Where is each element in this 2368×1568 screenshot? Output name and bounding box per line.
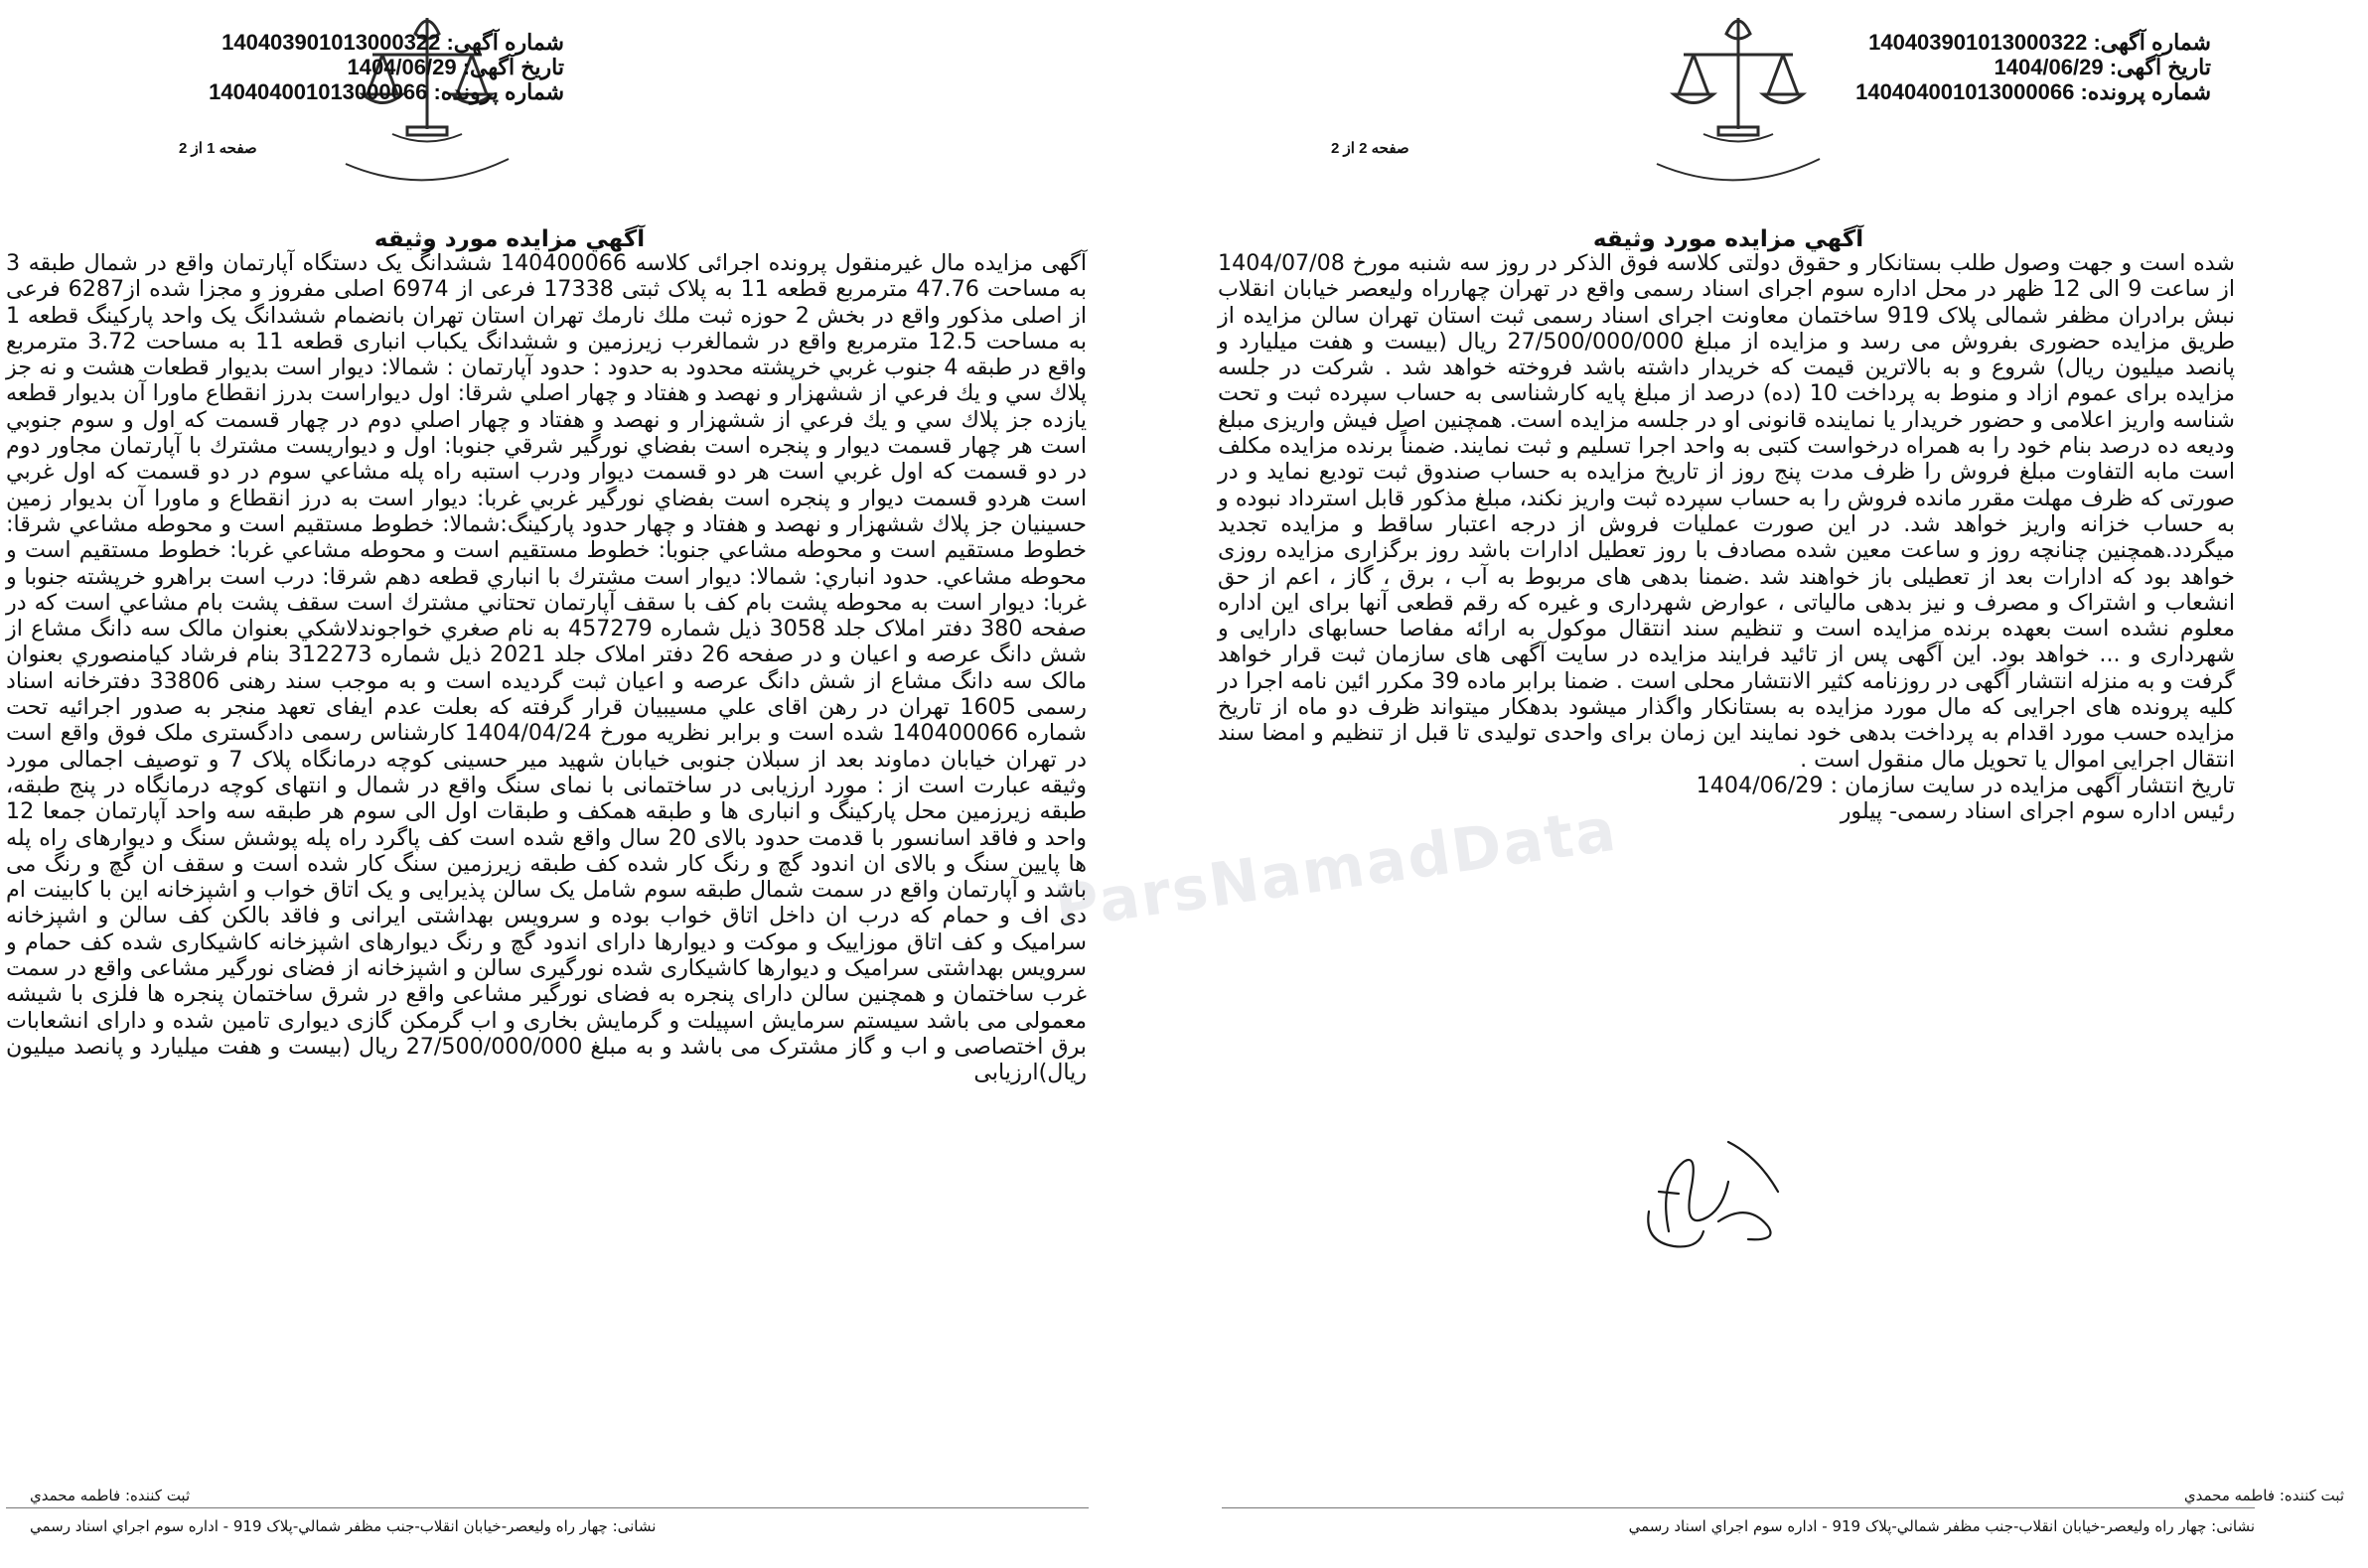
address-text: چهار راه وليعصر-خيابان انقلاب-جنب مظفر شمالي-پلاک 919 - اداره سوم اجراي اسناد رسمي [30, 1517, 608, 1535]
ad-date-label: تاریخ آگهی: [2109, 55, 2211, 79]
ad-date: 1404/06/29 [1994, 55, 2104, 79]
ad-date-row [1834, 55, 2211, 79]
ad-meta [1834, 30, 2211, 104]
ad-date: 1404/06/29 [347, 55, 457, 79]
address-text: چهار راه وليعصر-خيابان انقلاب-جنب مظفر شمالي-پلاک 919 - اداره سوم اجراي اسناد رسمي [1628, 1517, 2207, 1535]
publish-date-line: تاریخ انتشار آگهی مزایده در سایت سازمان : 1404/06/29 [1696, 772, 2235, 798]
ad-date-label: تاریخ آگهی: [462, 55, 564, 79]
file-number-label: شماره پرونده: [433, 79, 564, 104]
page-title: آگهي مزايده مورد وثيقه [1592, 226, 1864, 252]
page-indicator: صفحه 2 از 2 [1331, 140, 1409, 157]
address [1222, 1517, 2255, 1535]
footer-divider [1222, 1507, 2255, 1508]
registrar-name: فاطمه محمدي [2183, 1487, 2276, 1504]
ad-body-paragraph: شده است و جهت وصول طلب بستانکار و حقوق دولتی کلاسه فوق الذکر در روز سه شنبه مورخ 1404/07/08 از ساعت 9 الی 12 ظهر در محل اداره سوم اجرای اسناد رسمی واقع در تهران چهارراه ولیعصر خیابان انقلاب نبش برادران مظفر شمالی پلاک 919 ساختمان معاونت اجرای اسناد رسمی ثبت استان تهران سالن مزایده از طریق مزایده حضوری بفروش می رسد و مزایده از مبلغ 27/500/000/000 ریال (بیست و هفت میلیارد و پانصد میلیون ریال) شروع و به بالاترین قیمت که خریدار داشته باشد فروخته خواهد شد . شرکت در جلسه مزایده برای عموم ازاد و منوط به پرداخت 10 (ده) درصد از مبلغ پایه کارشناسی به حساب سپرده ثبت و تحت شناسه واریز اعلامی و حضور خریدار یا نماینده قانونی او در جلسه مزایده است. همچنین اصل فیش واریزی مبلغ ودیعه ده درصد بنام خود را به همراه درخواست کتبی به واحد اجرا تسلیم و ثبت نمایند. ضمناً برنده مزایده مکلف است مابه التفاوت مبلغ فروش را ظرف مدت پنج روز از تاریخ مزایده به حساب صندوق ثبت تودیع نماید و در صورتی که ظرف مهلت مقرر مانده فروش را به حساب سپرده ثبت واریز نکند، مبلغ مذکور قابل استرداد نبوده و به حساب خزانه واریز خواهد شد. در این صورت عملیات فروش از درجه اعتبار ساقط و مزایده تجدید میگردد.همچنین چنانچه روز و ساعت معین شده مصادف با روز تعطیل ادارات باشد روز برگزاری مزایده روزی خواهد بود که ادارات بعد از تعطیلی باز خواهند شد .ضمنا بدهی های مربوط به آب ، برق ، گاز ، اعم از حق انشعاب و اشتراک و مصرف و نیز بدهی مالیاتی ، عوارض شهرداری و غیره که رقم قطعی آنها برای این اداره معلوم نشده است بعهده برنده مزایده است و تنظیم سند انتقال موکول به ارائه مفاصا حسابهای دارایی و شهرداری و ... خواهد بود. این آگهی پس از تائید فرایند مزایده در سایت آگهی های سازمان ثبت قرار خواهد گرفت و به منزله انتشار آگهی در روزنامه کثیر الانتشار محلی است . ضمنا برابر ماده 39 مکرر ائین نامه اجرا در کلیه پرونده های اجرایی که مال مورد مزایده به بستانکار واگذار میشود بدهکار میتواند ظرف دو ماه از تاریخ مزایده حسب مورد اقدام به پرداخت بدهی خود نمایند این زمان برای واحدی تولیدی تا قبل از تنظیم و امضا سند انتقال اجرایی اموال یا تحویل مال منقول است . [1218, 250, 2236, 773]
file-number-label: شماره پرونده: [2080, 79, 2211, 104]
ad-body-paragraph: آگهی مزایده مال غیرمنقول پرونده اجرائی کلاسه 140400066 ششدانگ یک دستگاه آپارتمان واقع در شمال طبقه 3 به مساحت 47.76 مترمربع قطعه 11 به پلاک ثبتی 17338 فرعی از 6974 اصلی مفروز و مجزا شده از6287 فرعی از اصلی مذکور واقع در بخش 2 حوزه ثبت ملك نارمك تهران استان تهران بانضمام ششدانگ یک واحد پارکینگ قطعه 1 به مساحت 12.5 مترمربع واقع در شمالغرب زیرزمین و ششدانگ یکباب انباری قطعه 11 به مساحت 3.72 مترمربع واقع در طبقه 4 جنوب غربي خرپشته محدود به حدود : حدود آپارتمان : شمالا: ديوار است بديوار قطعات هشت و نه جز پلاك سي و يك فرعي از ششهزار و نهصد و هفتاد و چهار اصلي شرقا: اول ديواراست بدرز انقطاع ماورا آن بديوار قطعه يازده جز پلاك سي و يك فرعي از ششهزار و نهصد و هفتاد و چهار اصلي دوم در چهار قسمت كه اول و سوم جنوبي است هر چهار قسمت ديوار و پنجره است بفضاي نورگير شرقي جنوبا: اول و ديواريست مشترك با آپارتمان مجاور دوم در دو قسمت كه اول غربي است هر دو قسمت ديوار ودرب استبه راه پله مشاعي سوم در دو قسمت كه اول غربي است هردو قسمت ديوار و پنجره است بفضاي نورگير غربي غربا: ديوار است به درز انقطاع و ماورا آن بديوار زمين حسينيان جز پلاك ششهزار و نهصد و هفتاد و چهار حدود پاركينگ:شمالا: خطوط مستقيم است و محوطه مشاعي شرقا: خطوط مستقيم است و محوطه مشاعي جنوبا: خطوط مستقيم است و محوطه مشاعي غربا: خطوط مستقيم است و محوطه مشاعي. حدود انباري: شمالا: ديوار است مشترك با انباري قطعه دهم شرقا: درب است براهرو خرپشته جنوبا و غربا: ديوار است به محوطه پشت بام كف با سقف آپارتمان تحتاني مشترك است سقف پشت بام مشاعي است كه در صفحه 380 دفتر املاک جلد 3058 ذیل شماره 457279 به نام صغري خواجوندلاشكي بعنوان مالک سه دانگ مشاع از شش دانگ عرصه و اعیان و در صفحه 26 دفتر املاک جلد 2021 ذیل شماره 312273 بنام فرشاد كيامنصوري بعنوان مالک سه دانگ مشاع از شش دانگ عرصه و اعیان ثبت گردیده است و به موجب سند رهنی 33806 دفترخانه اسناد رسمی 1605 تهران در رهن اقای علي مسيبيان قرار گرفته که بعلت عدم ایفای تعهد منجر به صدور اجرائیه تحت شماره 140400066 شده است و برابر نظریه مورخ 1404/04/24 کارشناس رسمی دادگستری ملک فوق واقع است در تهران خیابان دماوند بعد از سبلان جنوبی خیابان شهید میر حسینی کوچه درمانگاه پلاک 7 و توصیف اجمالی مورد وثیقه عبارت است از : مورد ارزیابی در ساختمانی با نمای سنگ واقع در شمال و انتهای کوچه درمانگاه در پنج طبقه، طبقه زیرزمین محل پارکینگ و انباری ها و طبقه همکف و طبقات اول الی سوم هر طبقه سه واحد آپارتمان جمعا 12 واحد و فاقد اسانسور با قدمت حدود بالای 20 سال واقع شده است کف پاگرد راه پله پوشش سنگ و دیوارهای راه پله ها پایین سنگ و بالای ان اندود گچ و رنگ کار شده کف طبقه زیرزمین سنگ کار شده است و سقف ان گچ و رنگ می باشد و آپارتمان واقع در سمت شمال طبقه سوم شامل یک سالن پذیرایی و یک اتاق خواب و اشپزخانه این با کابینت ام دی اف و حمام که درب ان داخل اتاق خواب بوده و سرویس بهداشتی ایرانی و فاقد بالکن کف سالن و اشپزخانه سرامیک و کف اتاق موزاییک و موکت و دیوارها دارای اندود گچ و رنگ دیوارهای اشپزخانه کاشیکاری شده کف حمام و سرویس بهداشتی سرامیک و دیوارها کاشیکاری شده نورگیری سالن و اشپزخانه از فضای نورگیر مشاعی واقع در سمت غرب ساختمان و همچنین سالن دارای پنجره به فضای نورگیر مشاعی واقع در شرق ساختمان پنجره ها فلزی با شیشه معمولی می باشد سیستم سرمایش اسپیلت و گرمایش بخاری و اب گرمکن گازی دیواری تامین شده و دارای انشعابات برق اختصاصی و اب و گاز مشترک می باشد و به مبلغ 27/500/000/000 ریال (بیست و هفت میلیارد و پانصد میلیون ریال)ارزیابی [6, 250, 1088, 1086]
address-label: نشانی: [612, 1517, 657, 1535]
registrar [1222, 1487, 2344, 1504]
ad-number: 140403901013000322 [222, 30, 441, 55]
signatory-line: رئیس اداره سوم اجرای اسناد رسمی- پیلور [1840, 798, 2235, 825]
ad-body [1218, 250, 2235, 825]
watermark: ParsNamadData [1050, 794, 1622, 943]
page-title: آگهي مزايده مورد وثيقه [373, 226, 646, 252]
ad-number-label: شماره آگهی: [2093, 30, 2211, 55]
file-number: 140404001013000066 [209, 79, 428, 104]
signature-icon [1629, 1122, 1798, 1271]
registrar-label: ثبت کننده: [124, 1487, 191, 1504]
file-number: 140404001013000066 [1855, 79, 2075, 104]
registrar-label: ثبت کننده: [2279, 1487, 2344, 1504]
address-label: نشانی: [2211, 1517, 2255, 1535]
ad-number-label: شماره آگهی: [446, 30, 564, 55]
ad-number-row [1834, 30, 2211, 55]
judiciary-emblem-icon [1649, 0, 1828, 189]
ad-number: 140403901013000322 [1868, 30, 2088, 55]
registrar-name: فاطمه محمدي [30, 1487, 121, 1504]
page-indicator: صفحه 1 از 2 [179, 140, 257, 157]
file-number-row [1834, 79, 2211, 104]
